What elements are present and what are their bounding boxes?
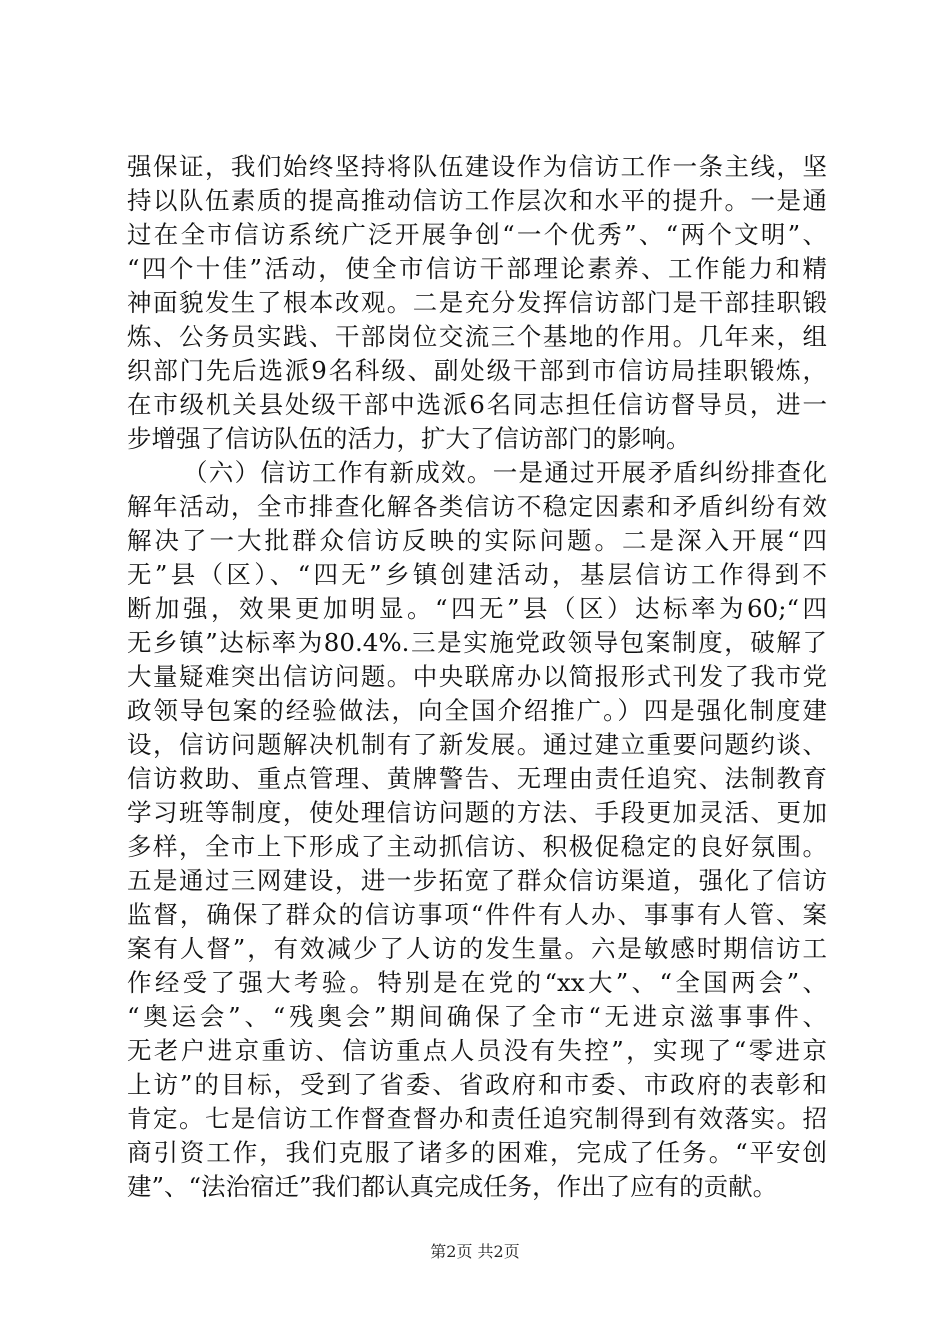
text-line: 炼、公务员实践、干部岗位交流三个基地的作用。几年来，组 xyxy=(127,322,827,351)
text-line: 在市级机关县处级干部中选派6名同志担任信访督导员，进一 xyxy=(127,390,827,419)
paragraph-2 xyxy=(127,456,827,1204)
text-line: 步增强了信访队伍的活力，扩大了信访部门的影响。 xyxy=(127,424,691,453)
text-line: 学习班等制度，使处理信访问题的方法、手段更加灵活、更加 xyxy=(127,798,827,827)
text-line: 织部门先后选派9名科级、副处级干部到市信访局挂职锻炼， xyxy=(127,356,827,385)
text-line: 无乡镇”达标率为80.4%.三是实施党政领导包案制度，破解了 xyxy=(127,628,827,657)
text-line: 持以队伍素质的提高推动信访工作层次和水平的提升。一是通 xyxy=(127,186,827,215)
paragraph-1 xyxy=(127,150,827,456)
text-line: 解年活动，全市排查化解各类信访不稳定因素和矛盾纠纷有效 xyxy=(127,492,827,521)
text-line: 肯定。七是信访工作督查督办和责任追究制得到有效落实。招 xyxy=(127,1104,827,1133)
text-line: 大量疑难突出信访问题。中央联席办以简报形式刊发了我市党 xyxy=(127,662,827,691)
text-line: 过在全市信访系统广泛开展争创“一个优秀”、“两个文明”、 xyxy=(127,220,827,249)
text-line: “奥运会”、“残奥会”期间确保了全市“无进京滋事事件、 xyxy=(127,1002,827,1031)
text-line: 监督，确保了群众的信访事项“件件有人办、事事有人管、案 xyxy=(127,900,827,929)
text-line: “四个十佳”活动，使全市信访干部理论素养、工作能力和精 xyxy=(127,254,827,283)
text-line: 设，信访问题解决机制有了新发展。通过建立重要问题约谈、 xyxy=(127,730,827,759)
text-line: 建”、“法治宿迁”我们都认真完成任务，作出了应有的贡献。 xyxy=(127,1172,778,1201)
text-line: 政领导包案的经验做法，向全国介绍推广。）四是强化制度建 xyxy=(127,696,827,725)
text-line: 案有人督”，有效减少了人访的发生量。六是敏感时期信访工 xyxy=(127,934,827,963)
text-line: 无”县（区）、“四无”乡镇创建活动，基层信访工作得到不 xyxy=(127,560,827,589)
text-line: 商引资工作，我们克服了诸多的困难，完成了任务。“平安创 xyxy=(127,1138,827,1167)
text-line: 作经受了强大考验。特别是在党的“xx大”、“全国两会”、 xyxy=(127,968,827,997)
text-line: 强保证，我们始终坚持将队伍建设作为信访工作一条主线，坚 xyxy=(127,152,827,181)
text-line: 断加强，效果更加明显。“四无”县（区）达标率为60;“四 xyxy=(127,594,827,623)
page-number-footer: 第2页 共2页 xyxy=(430,1242,520,1261)
text-line: 上访”的目标，受到了省委、省政府和市委、市政府的表彰和 xyxy=(127,1070,827,1099)
text-line: （六）信访工作有新成效。一是通过开展矛盾纠纷排查化 xyxy=(183,458,827,487)
text-line: 无老户进京重访、信访重点人员没有失控”，实现了“零进京 xyxy=(127,1036,827,1065)
text-line: 信访救助、重点管理、黄牌警告、无理由责任追究、法制教育 xyxy=(127,764,827,793)
text-line: 五是通过三网建设，进一步拓宽了群众信访渠道，强化了信访 xyxy=(127,866,827,895)
text-line: 多样，全市上下形成了主动抓信访、积极促稳定的良好氛围。 xyxy=(127,832,827,861)
text-line: 解决了一大批群众信访反映的实际问题。二是深入开展“四 xyxy=(127,526,827,555)
text-line: 神面貌发生了根本改观。二是充分发挥信访部门是干部挂职锻 xyxy=(127,288,827,317)
document-body xyxy=(127,150,827,1204)
